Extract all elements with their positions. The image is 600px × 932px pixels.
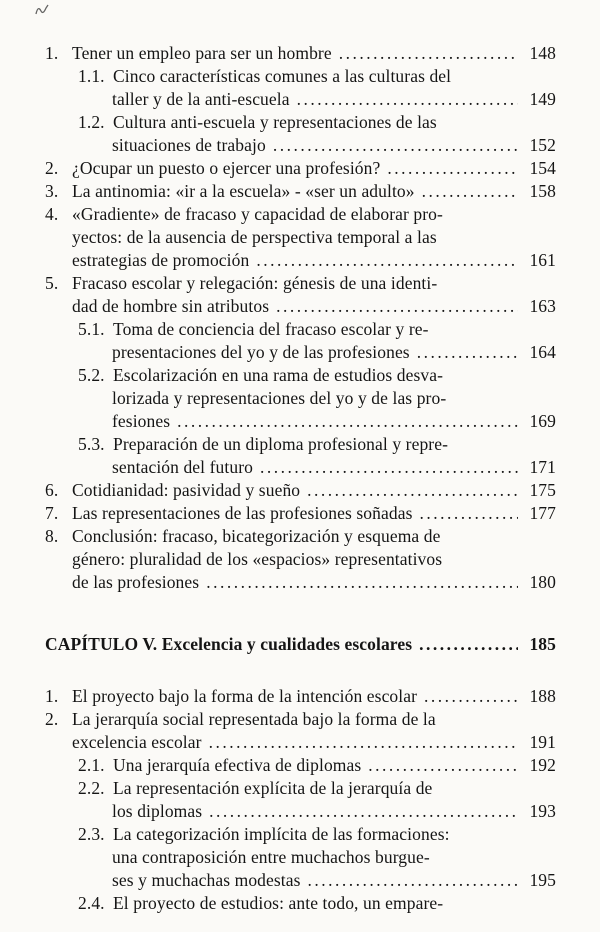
- toc-number: 5.2.: [78, 365, 105, 385]
- page-number: 149: [529, 89, 556, 109]
- toc-number: 4.: [45, 204, 59, 224]
- toc-number: 2.1.: [78, 755, 105, 775]
- toc-text: de las profesiones: [72, 572, 200, 592]
- dot-leader: [387, 157, 518, 180]
- toc-text: yectos: de la ausencia de perspectiva temporal a las: [72, 227, 437, 247]
- page-number: 164: [529, 342, 556, 362]
- toc-text: Cinco características comunes a las culturas del: [113, 66, 452, 86]
- toc-text: los diplomas: [112, 801, 203, 821]
- toc-number: 2.2.: [78, 778, 105, 798]
- toc-text: El proyecto bajo la forma de la intención escolar: [72, 686, 418, 706]
- toc-number: 2.: [45, 158, 59, 178]
- chapter-heading-line: [45, 633, 556, 656]
- toc-line: [45, 777, 556, 800]
- toc-text: ses y muchachas modestas: [112, 870, 301, 890]
- toc-number: 5.1.: [78, 319, 105, 339]
- toc-line: [45, 571, 556, 594]
- toc-text: Una jerarquía efectiva de diplomas: [113, 755, 362, 775]
- toc-text: Preparación de un diploma profesional y repre-: [113, 434, 449, 454]
- toc-line: [45, 180, 556, 203]
- toc-number: 8.: [45, 526, 59, 546]
- toc-line: [45, 203, 556, 226]
- dot-leader: [209, 800, 518, 823]
- toc-line: [45, 65, 556, 88]
- toc-line: [45, 134, 556, 157]
- section-gap: [45, 656, 556, 685]
- toc-number: 2.4.: [78, 893, 105, 913]
- scan-artifact-mark: [34, 3, 50, 22]
- toc-text: dad de hombre sin atributos: [72, 296, 270, 316]
- toc-text: sentación del futuro: [112, 457, 253, 477]
- section-gap: [45, 594, 556, 633]
- page-number: 154: [529, 158, 556, 178]
- page-number: 191: [529, 732, 556, 752]
- page-number: 185: [529, 634, 556, 654]
- toc-number: 1.: [45, 686, 59, 706]
- toc-number: 3.: [45, 181, 59, 201]
- chapter-title: CAPÍTULO V. Excelencia y cualidades escolares: [45, 634, 413, 654]
- dot-leader: [308, 869, 518, 892]
- toc-line: [45, 823, 556, 846]
- dot-leader: [419, 633, 518, 656]
- toc-number: 2.: [45, 709, 59, 729]
- page-number: 171: [529, 457, 556, 477]
- toc-text: Las representaciones de las profesiones soñadas: [72, 503, 413, 523]
- toc-line: [45, 754, 556, 777]
- dot-leader: [419, 502, 518, 525]
- dot-leader: [307, 479, 518, 502]
- toc-line: [45, 111, 556, 134]
- toc-line: [45, 479, 556, 502]
- toc-text: Toma de conciencia del fracaso escolar y re-: [113, 319, 429, 339]
- toc-number: 2.3.: [78, 824, 105, 844]
- toc-number: 7.: [45, 503, 59, 523]
- toc-line: [45, 387, 556, 410]
- page-number: 195: [529, 870, 556, 890]
- page-number: 161: [529, 250, 556, 270]
- toc-line: [45, 295, 556, 318]
- toc-text: La antinomia: «ir a la escuela» - «ser un adulto»: [72, 181, 415, 201]
- dot-leader: [206, 571, 518, 594]
- toc-line: [45, 249, 556, 272]
- toc-number: 1.2.: [78, 112, 105, 132]
- toc-line: [45, 42, 556, 65]
- toc-text: presentaciones del yo y de las profesiones: [112, 342, 410, 362]
- toc-text: La categorización implícita de las formaciones:: [113, 824, 450, 844]
- page-number: 192: [529, 755, 556, 775]
- toc-line: [45, 226, 556, 249]
- toc-line: [45, 410, 556, 433]
- page-number: 180: [529, 572, 556, 592]
- toc-line: [45, 318, 556, 341]
- dot-leader: [276, 295, 518, 318]
- toc-line: [45, 272, 556, 295]
- toc-line: [45, 364, 556, 387]
- page-number: 169: [529, 411, 556, 431]
- toc-number: 5.3.: [78, 434, 105, 454]
- toc-number: 1.: [45, 43, 59, 63]
- toc-line: [45, 341, 556, 364]
- toc-line: [45, 846, 556, 869]
- page-number: 158: [529, 181, 556, 201]
- toc-text: fesiones: [112, 411, 171, 431]
- dot-leader: [209, 731, 518, 754]
- toc-line: [45, 456, 556, 479]
- toc-line: [45, 157, 556, 180]
- toc-number: 5.: [45, 273, 59, 293]
- toc-text: Fracaso escolar y relegación: génesis de una identi-: [72, 273, 438, 293]
- toc-line: [45, 731, 556, 754]
- dot-leader: [260, 456, 518, 479]
- toc-line: [45, 502, 556, 525]
- dot-leader: [256, 249, 518, 272]
- toc-text: La representación explícita de la jerarquía de: [113, 778, 433, 798]
- dot-leader: [339, 42, 518, 65]
- toc-text: estrategias de promoción: [72, 250, 250, 270]
- page-number: 152: [529, 135, 556, 155]
- toc-text: El proyecto de estudios: ante todo, un empare-: [113, 893, 444, 913]
- toc-line: [45, 525, 556, 548]
- toc-text: ¿Ocupar un puesto o ejercer una profesión?: [72, 158, 381, 178]
- toc-text: género: pluralidad de los «espacios» representativos: [72, 549, 443, 569]
- toc-line: [45, 433, 556, 456]
- page-number: 148: [529, 43, 556, 63]
- toc-line: [45, 800, 556, 823]
- page-number: 163: [529, 296, 556, 316]
- toc-number: 6.: [45, 480, 59, 500]
- toc-text: situaciones de trabajo: [112, 135, 266, 155]
- toc-text: Tener un empleo para ser un hombre: [72, 43, 332, 63]
- toc-text: taller y de la anti-escuela: [112, 89, 290, 109]
- dot-leader: [368, 754, 518, 777]
- dot-leader: [422, 180, 518, 203]
- dot-leader: [297, 88, 518, 111]
- page-number: 188: [529, 686, 556, 706]
- toc-line: [45, 708, 556, 731]
- dot-leader: [177, 410, 518, 433]
- toc-line: [45, 548, 556, 571]
- toc-text: lorizada y representaciones del yo y de las pro-: [112, 388, 447, 408]
- toc-text: una contraposición entre muchachos burgue-: [112, 847, 430, 867]
- toc-text: «Gradiente» de fracaso y capacidad de elaborar pro-: [72, 204, 443, 224]
- page-number: 175: [529, 480, 556, 500]
- toc-text: excelencia escolar: [72, 732, 202, 752]
- toc-text: La jerarquía social representada bajo la forma de la: [72, 709, 436, 729]
- page-number: 177: [529, 503, 556, 523]
- page-number: 193: [529, 801, 556, 821]
- dot-leader: [273, 134, 518, 157]
- toc-number: 1.1.: [78, 66, 105, 86]
- toc-line: [45, 88, 556, 111]
- toc-text: Cotidianidad: pasividad y sueño: [72, 480, 301, 500]
- toc-line: [45, 685, 556, 708]
- toc-line: [45, 892, 556, 915]
- dot-leader: [424, 685, 518, 708]
- toc-text: Conclusión: fracaso, bicategorización y esquema de: [72, 526, 441, 546]
- toc-text: Escolarización en una rama de estudios desva-: [113, 365, 444, 385]
- toc-text: Cultura anti-escuela y representaciones de las: [113, 112, 437, 132]
- dot-leader: [417, 341, 518, 364]
- toc-line: [45, 869, 556, 892]
